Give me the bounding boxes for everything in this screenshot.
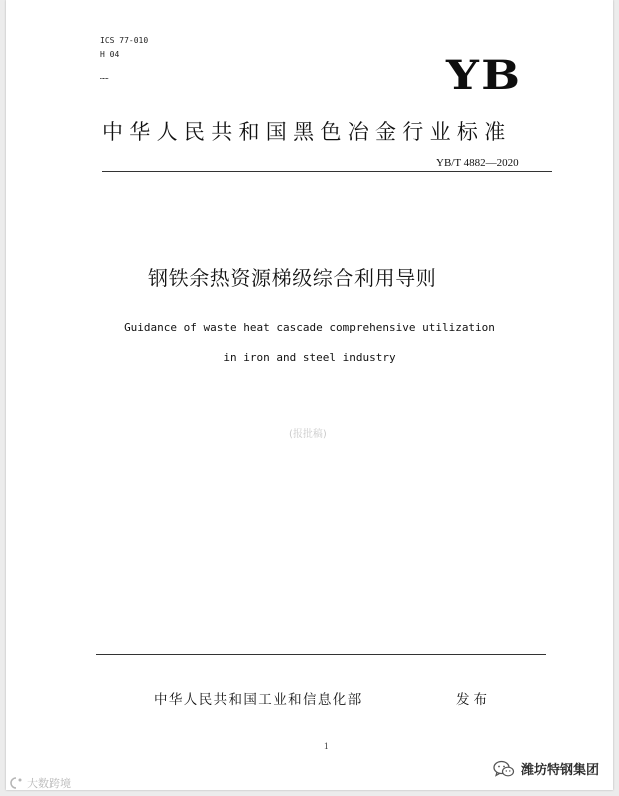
record-number: …… [100, 73, 109, 81]
watermark-left [10, 775, 71, 791]
document-page [6, 0, 613, 790]
standard-category-title: 中华人民共和国黑色冶金行业标准 [102, 120, 512, 144]
page-number: 1 [324, 741, 329, 751]
wechat-icon [493, 760, 515, 778]
document-title-english-line2: in iron and steel industry [223, 351, 396, 364]
watermark-right [493, 759, 599, 778]
watermark-right-text: 潍坊特钢集团 [520, 763, 599, 778]
ics-code: ICS 77-010 [100, 36, 149, 45]
draft-stamp: (报批稿) [289, 429, 327, 440]
standard-number: YB/T 4882—2020 [436, 157, 519, 169]
yb-logo: YB [446, 52, 523, 99]
header-divider [102, 171, 552, 172]
document-title-chinese: 钢铁余热资源梯级综合利用导则 [148, 266, 437, 290]
watermark-left-text: 大数跨境 [27, 777, 71, 790]
footer-divider [96, 654, 546, 655]
document-title-english-line1: Guidance of waste heat cascade comprehensive utilization [124, 321, 495, 334]
publish-label: 发布 [456, 692, 491, 708]
classification-code: H 04 [100, 50, 120, 59]
publisher-name: 中华人民共和国工业和信息化部 [154, 692, 363, 708]
watermark-logo-icon [10, 777, 24, 789]
